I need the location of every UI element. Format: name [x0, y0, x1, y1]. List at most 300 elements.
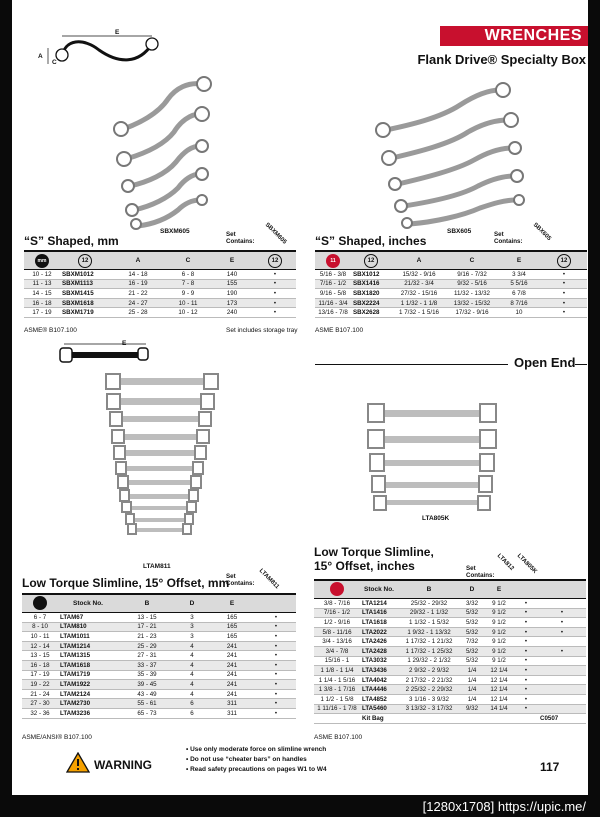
s-shaped-mm-table [24, 251, 296, 318]
table-cell: • [538, 646, 586, 656]
table-row [24, 279, 296, 289]
col-e: E [484, 581, 514, 599]
table-cell: 7/16 - 1/2 [314, 608, 360, 618]
table-cell: SBX2628 [351, 308, 391, 318]
table-cell: LTAM1214 [58, 641, 118, 651]
table-row [22, 632, 296, 642]
lta805k-image-label: LTA805K [422, 515, 450, 522]
table-cell: SBXM1415 [60, 289, 110, 299]
table-cell: 6 7/8 [497, 289, 541, 299]
table-cell: 9 1/2 [484, 627, 514, 637]
table-cell: 1/4 [460, 685, 484, 695]
table-cell: LTAM1922 [58, 680, 118, 690]
s-shaped-in-title: “S” Shaped, inches [315, 234, 427, 248]
diagram-label-c: C [52, 59, 57, 66]
warning-icon [66, 752, 90, 773]
table-cell: 17 - 19 [22, 670, 58, 680]
diagram-label-e2: E [122, 340, 127, 347]
table-row [22, 699, 296, 709]
col-b: B [398, 581, 460, 599]
table-cell: • [256, 660, 296, 670]
table-cell: • [256, 689, 296, 699]
table-row [315, 279, 587, 289]
table-cell: 165 [208, 613, 256, 623]
table-cell: 21/32 - 3/4 [391, 279, 447, 289]
table-cell: 4 [176, 660, 208, 670]
table-cell: • [514, 608, 538, 618]
table-cell: 10 [497, 308, 541, 318]
table-cell [538, 685, 586, 695]
table-cell: • [256, 651, 296, 661]
table-cell: • [538, 618, 586, 628]
table-cell: 12 1/4 [484, 694, 514, 704]
diagram-label-a: A [38, 53, 43, 60]
open-end-title: Open End [508, 356, 575, 369]
table-row [314, 656, 586, 666]
table-cell: 1/4 [460, 675, 484, 685]
table-row [314, 608, 586, 618]
table-row [314, 637, 586, 647]
table-cell: LTA4446 [360, 685, 398, 695]
table-cell: LTAM2730 [58, 699, 118, 709]
table-cell: 12 1/4 [484, 666, 514, 676]
table-cell: 9 1/2 [484, 599, 514, 609]
table-cell: 2 9/32 - 2 9/32 [398, 666, 460, 676]
ltam-set-contains: Set Contains: [226, 573, 255, 587]
table-cell: • [256, 699, 296, 709]
table-cell: 27 - 31 [118, 651, 176, 661]
table-row [314, 675, 586, 685]
table-cell: 1 1/2 - 1 5/8 [314, 694, 360, 704]
table-cell: 311 [208, 708, 256, 718]
table-cell: 1 3/8 - 1 7/16 [314, 685, 360, 695]
table-cell: 19 - 22 [22, 680, 58, 690]
table-cell: • [541, 270, 587, 280]
page-number: 117 [540, 760, 560, 774]
section-header: WRENCHES [440, 26, 588, 46]
table-cell: LTA3436 [360, 666, 398, 676]
table-cell: 3 3/4 [497, 270, 541, 280]
table-cell: 4 [176, 641, 208, 651]
table-cell: • [514, 704, 538, 714]
table-cell: SBXM1113 [60, 279, 110, 289]
table-cell: • [541, 289, 587, 299]
table-cell: • [538, 608, 586, 618]
table-cell: 1 11/16 - 1 7/8 [314, 704, 360, 714]
table-cell: 55 - 61 [118, 699, 176, 709]
col-d: D [460, 581, 484, 599]
table-row [22, 680, 296, 690]
table-cell: SBXM1012 [60, 270, 110, 280]
table-cell: 11/16 - 3/4 [315, 298, 351, 308]
table-row [24, 298, 296, 308]
table-cell: • [254, 298, 296, 308]
table-row [22, 670, 296, 680]
table-cell: • [256, 622, 296, 632]
table-cell: 241 [208, 670, 256, 680]
col-b: B [118, 595, 176, 613]
table-cell: 1 17/32 - 1 25/32 [398, 646, 460, 656]
table-cell: SBX1012 [351, 270, 391, 280]
table-cell: • [514, 646, 538, 656]
footer-tag: [1280x1708] https://upic.me/ [422, 799, 586, 814]
table-row [22, 622, 296, 632]
s-mm-tray-note: Set includes storage tray [226, 327, 298, 334]
table-cell: 5/8 - 11/16 [314, 627, 360, 637]
table-cell: • [514, 627, 538, 637]
table-row [314, 685, 586, 695]
table-cell: 13 - 15 [118, 613, 176, 623]
table-cell: 241 [208, 660, 256, 670]
table-cell: • [541, 279, 587, 289]
table-cell: 6 - 8 [166, 270, 210, 280]
table-cell: LTA5460 [360, 704, 398, 714]
table-cell: • [514, 656, 538, 666]
table-row [24, 270, 296, 280]
right-frame [588, 0, 600, 817]
table-cell: 6 [176, 708, 208, 718]
lta805k-set-name: LTA805K [515, 553, 538, 576]
table-cell [538, 675, 586, 685]
s-shaped-mm-title: “S” Shaped, mm [24, 234, 119, 248]
table-cell: 240 [210, 308, 254, 318]
warning-label: WARNING [94, 758, 152, 772]
table-cell: 12 - 14 [22, 641, 58, 651]
ltam811-image-label: LTAM811 [143, 563, 171, 570]
table-cell: 3/4 - 7/8 [314, 646, 360, 656]
table-cell: 1 29/32 - 2 1/32 [398, 656, 460, 666]
table-cell: 3 [176, 622, 208, 632]
table-cell: LTA3032 [360, 656, 398, 666]
table-cell: 65 - 73 [118, 708, 176, 718]
table-row [22, 641, 296, 651]
table-cell: 5 5/16 [497, 279, 541, 289]
table-cell: 1 1/32 - 1 1/8 [391, 298, 447, 308]
table-cell [538, 656, 586, 666]
lta-set-contains: Set Contains: [466, 565, 495, 579]
table-cell: 2 25/32 - 2 29/32 [398, 685, 460, 695]
ltam-set-name: LTAM811 [257, 568, 280, 591]
table-row [314, 627, 586, 637]
table-cell: 21 - 23 [118, 632, 176, 642]
table-cell: 165 [208, 632, 256, 642]
table-cell: LTAM2124 [58, 689, 118, 699]
open-end-dimension-diagram [50, 340, 150, 368]
table-cell: 17/32 - 9/16 [447, 308, 497, 318]
table-cell: 16 - 18 [24, 298, 60, 308]
set-twelve-point-icon: 12 [268, 254, 282, 268]
sbxm605-set-image [108, 74, 218, 230]
table-cell: 5/16 - 3/8 [315, 270, 351, 280]
table-cell: 35 - 39 [118, 670, 176, 680]
table-cell: 8 - 10 [22, 622, 58, 632]
table-cell: 9 1/2 [484, 608, 514, 618]
col-stock: Stock No. [360, 581, 398, 599]
inch-size-icon: 11 [326, 254, 340, 268]
table-cell: • [256, 680, 296, 690]
warning-bullet-2: • Do not use “cheater bars” on handles [186, 756, 307, 763]
table-cell: 6 [176, 699, 208, 709]
table-cell [538, 704, 586, 714]
table-cell: LTA1214 [360, 599, 398, 609]
table-cell: • [541, 298, 587, 308]
table-cell: 13/16 - 7/8 [315, 308, 351, 318]
table-cell: 25 - 28 [110, 308, 166, 318]
col-stock: Stock No. [58, 595, 118, 613]
table-cell: 27/32 - 15/16 [391, 289, 447, 299]
table-cell: 16 - 19 [110, 279, 166, 289]
table-cell: 155 [210, 279, 254, 289]
table-cell: • [514, 666, 538, 676]
table-cell: LTA2426 [360, 637, 398, 647]
ltam-title: Low Torque Slimline, 15° Offset, mm [22, 576, 230, 590]
table-cell: SBX2224 [351, 298, 391, 308]
mm-size-icon: mm [35, 254, 49, 268]
table-cell: LTA4852 [360, 694, 398, 704]
s-mm-standard-note: ASME® B107.100 [24, 327, 77, 334]
s-mm-set-name: SBXM605 [263, 222, 288, 246]
table-cell: 9 1/2 [484, 646, 514, 656]
table-row [314, 599, 586, 609]
table-cell: 7 - 8 [166, 279, 210, 289]
table-cell: 9 1/2 [484, 618, 514, 628]
table-row [22, 689, 296, 699]
table-cell: • [538, 627, 586, 637]
ltam-table [22, 594, 296, 719]
sbx605-set-image [370, 80, 536, 230]
ltam-rows [22, 613, 296, 719]
lta812-set-name: LTA812 [495, 553, 515, 572]
table-row [315, 270, 587, 280]
ltam811-set-image [104, 372, 220, 538]
table-cell: 21 - 24 [22, 689, 58, 699]
table-cell: 29/32 - 1 1/32 [398, 608, 460, 618]
table-row [22, 651, 296, 661]
table-cell: 10 - 11 [166, 298, 210, 308]
table-cell: 1 17/32 - 1 21/32 [398, 637, 460, 647]
table-cell: 17 - 21 [118, 622, 176, 632]
table-cell: 10 - 11 [22, 632, 58, 642]
table-cell: 4 [176, 689, 208, 699]
table-cell: • [514, 694, 538, 704]
table-cell: LTAM67 [58, 613, 118, 623]
table-cell: • [541, 308, 587, 318]
table-row [314, 704, 586, 714]
table-cell: 24 - 27 [110, 298, 166, 308]
table-cell: 27 - 30 [22, 699, 58, 709]
table-cell: 3 [176, 632, 208, 642]
table-cell: 3 1/16 - 3 9/32 [398, 694, 460, 704]
table-cell: LTAM1618 [58, 660, 118, 670]
table-cell: 1 7/32 - 1 5/16 [391, 308, 447, 318]
col-a: A [110, 252, 166, 270]
table-cell: LTAM1011 [58, 632, 118, 642]
table-cell: 4 [176, 670, 208, 680]
col-c: C [166, 252, 210, 270]
table-cell: 21 - 22 [110, 289, 166, 299]
table-row [314, 618, 586, 628]
table-cell: 6 - 7 [22, 613, 58, 623]
table-cell: 9/32 [460, 704, 484, 714]
table-row [314, 694, 586, 704]
table-cell: 190 [210, 289, 254, 299]
table-cell: 241 [208, 641, 256, 651]
table-cell: 2 17/32 - 2 21/32 [398, 675, 460, 685]
table-cell: 1 1/32 - 1 5/32 [398, 618, 460, 628]
table-cell: 14 - 18 [110, 270, 166, 280]
table-row [314, 666, 586, 676]
col-c: C [447, 252, 497, 270]
lta-title-line1: Low Torque Slimline, [314, 545, 434, 559]
table-cell: 3 [176, 613, 208, 623]
table-cell: 9 1/2 [484, 656, 514, 666]
table-cell: • [256, 641, 296, 651]
table-cell: • [514, 618, 538, 628]
table-cell: 311 [208, 699, 256, 709]
warning-bullet-1: • Use only moderate force on slimline wrench [186, 746, 327, 753]
table-cell: 10 - 12 [24, 270, 60, 280]
left-frame [0, 0, 12, 817]
table-row [314, 646, 586, 656]
table-cell: SBXM1618 [60, 298, 110, 308]
table-cell: • [514, 599, 538, 609]
table-row [24, 308, 296, 318]
table-cell: • [256, 632, 296, 642]
table-cell: • [514, 675, 538, 685]
table-cell: SBXM1719 [60, 308, 110, 318]
table-cell: 17 - 19 [24, 308, 60, 318]
table-cell: 13/32 - 15/32 [447, 298, 497, 308]
table-cell: 12 1/4 [484, 675, 514, 685]
table-cell: 4 [176, 651, 208, 661]
warning-bullet-3: • Read safety precautions on pages W1 to W4 [186, 766, 327, 773]
table-cell: 43 - 49 [118, 689, 176, 699]
table-cell: 9/32 - 5/16 [447, 279, 497, 289]
table-cell: 9/16 - 7/32 [447, 270, 497, 280]
table-cell: 5/32 [460, 656, 484, 666]
table-cell: • [256, 670, 296, 680]
table-cell: LTAM3236 [58, 708, 118, 718]
table-cell: 1 9/32 - 1 13/32 [398, 627, 460, 637]
s-in-set-name: SBX605 [531, 222, 552, 243]
page-subtitle: Flank Drive® Specialty Box [417, 52, 586, 67]
s-wrench-dimension-diagram [44, 28, 170, 70]
table-cell: 25/32 - 29/32 [398, 599, 460, 609]
lta-rows [314, 599, 586, 714]
hex-size-icon [33, 596, 47, 610]
table-cell: 241 [208, 680, 256, 690]
sbxm605-image-label: SBXM605 [160, 228, 190, 235]
table-cell: 7/32 [460, 637, 484, 647]
table-cell: 3 13/32 - 3 17/32 [398, 704, 460, 714]
table-cell: 11 - 13 [24, 279, 60, 289]
table-cell [538, 599, 586, 609]
table-cell: LTA2022 [360, 627, 398, 637]
kit-bag-label: Kit Bag [360, 714, 398, 724]
twelve-point-icon: 12 [78, 254, 92, 268]
table-cell: • [514, 637, 538, 647]
ltam-standard-note: ASME/ANSI® B107.100 [22, 734, 92, 741]
table-cell: 9 1/2 [484, 637, 514, 647]
table-cell: 25 - 29 [118, 641, 176, 651]
table-row [315, 298, 587, 308]
s-shaped-in-table [315, 251, 587, 318]
table-cell: LTA1416 [360, 608, 398, 618]
table-cell: 1/2 - 9/16 [314, 618, 360, 628]
table-cell [538, 637, 586, 647]
table-cell: • [254, 308, 296, 318]
table-cell: 14 1/4 [484, 704, 514, 714]
table-cell: 15/32 - 9/16 [391, 270, 447, 280]
table-cell: 3/8 - 7/16 [314, 599, 360, 609]
table-cell [538, 666, 586, 676]
table-cell: 12 1/4 [484, 685, 514, 695]
table-cell: LTAM810 [58, 622, 118, 632]
col-e: E [208, 595, 256, 613]
table-cell: 10 - 12 [166, 308, 210, 318]
table-cell: LTAM1719 [58, 670, 118, 680]
table-cell: 3/32 [460, 599, 484, 609]
table-row [24, 289, 296, 299]
table-cell: LTA2428 [360, 646, 398, 656]
table-cell: 1/4 [460, 666, 484, 676]
table-cell: • [256, 613, 296, 623]
table-cell: 1 1/4 - 1 5/16 [314, 675, 360, 685]
table-cell [538, 694, 586, 704]
table-cell: 32 - 36 [22, 708, 58, 718]
table-cell: 13 - 15 [22, 651, 58, 661]
table-cell: 1 1/8 - 1 1/4 [314, 666, 360, 676]
table-cell: 8 7/16 [497, 298, 541, 308]
table-row [315, 308, 587, 318]
col-a: A [391, 252, 447, 270]
table-cell: 9 - 9 [166, 289, 210, 299]
lta-table [314, 580, 586, 724]
table-cell: • [514, 685, 538, 695]
table-row [315, 289, 587, 299]
inch-size-icon [330, 582, 344, 596]
lta805k-set-image [366, 402, 498, 512]
table-cell: 140 [210, 270, 254, 280]
diagram-label-e: E [115, 29, 120, 36]
col-e: E [497, 252, 541, 270]
table-cell: • [254, 289, 296, 299]
table-cell: 165 [208, 622, 256, 632]
kit-bag-row [314, 714, 586, 724]
col-e: E [210, 252, 254, 270]
table-row [22, 613, 296, 623]
table-row [22, 708, 296, 718]
s-in-set-contains: Set Contains: [494, 231, 523, 245]
table-cell: 5/32 [460, 618, 484, 628]
kit-bag-stock: C0507 [538, 714, 586, 724]
s-mm-rows [24, 270, 296, 318]
lta-standard-note: ASME B107.100 [314, 734, 363, 741]
s-in-standard-note: ASME B107.100 [315, 327, 364, 334]
table-cell: 173 [210, 298, 254, 308]
table-cell: SBX1416 [351, 279, 391, 289]
col-d: D [176, 595, 208, 613]
table-cell: • [254, 279, 296, 289]
table-cell: LTA1618 [360, 618, 398, 628]
table-cell: 14 - 15 [24, 289, 60, 299]
table-cell: 5/32 [460, 627, 484, 637]
table-cell: 11/32 - 13/32 [447, 289, 497, 299]
table-cell: • [254, 270, 296, 280]
table-cell: 241 [208, 689, 256, 699]
table-cell: 9/16 - 5/8 [315, 289, 351, 299]
table-cell: 7/16 - 1/2 [315, 279, 351, 289]
